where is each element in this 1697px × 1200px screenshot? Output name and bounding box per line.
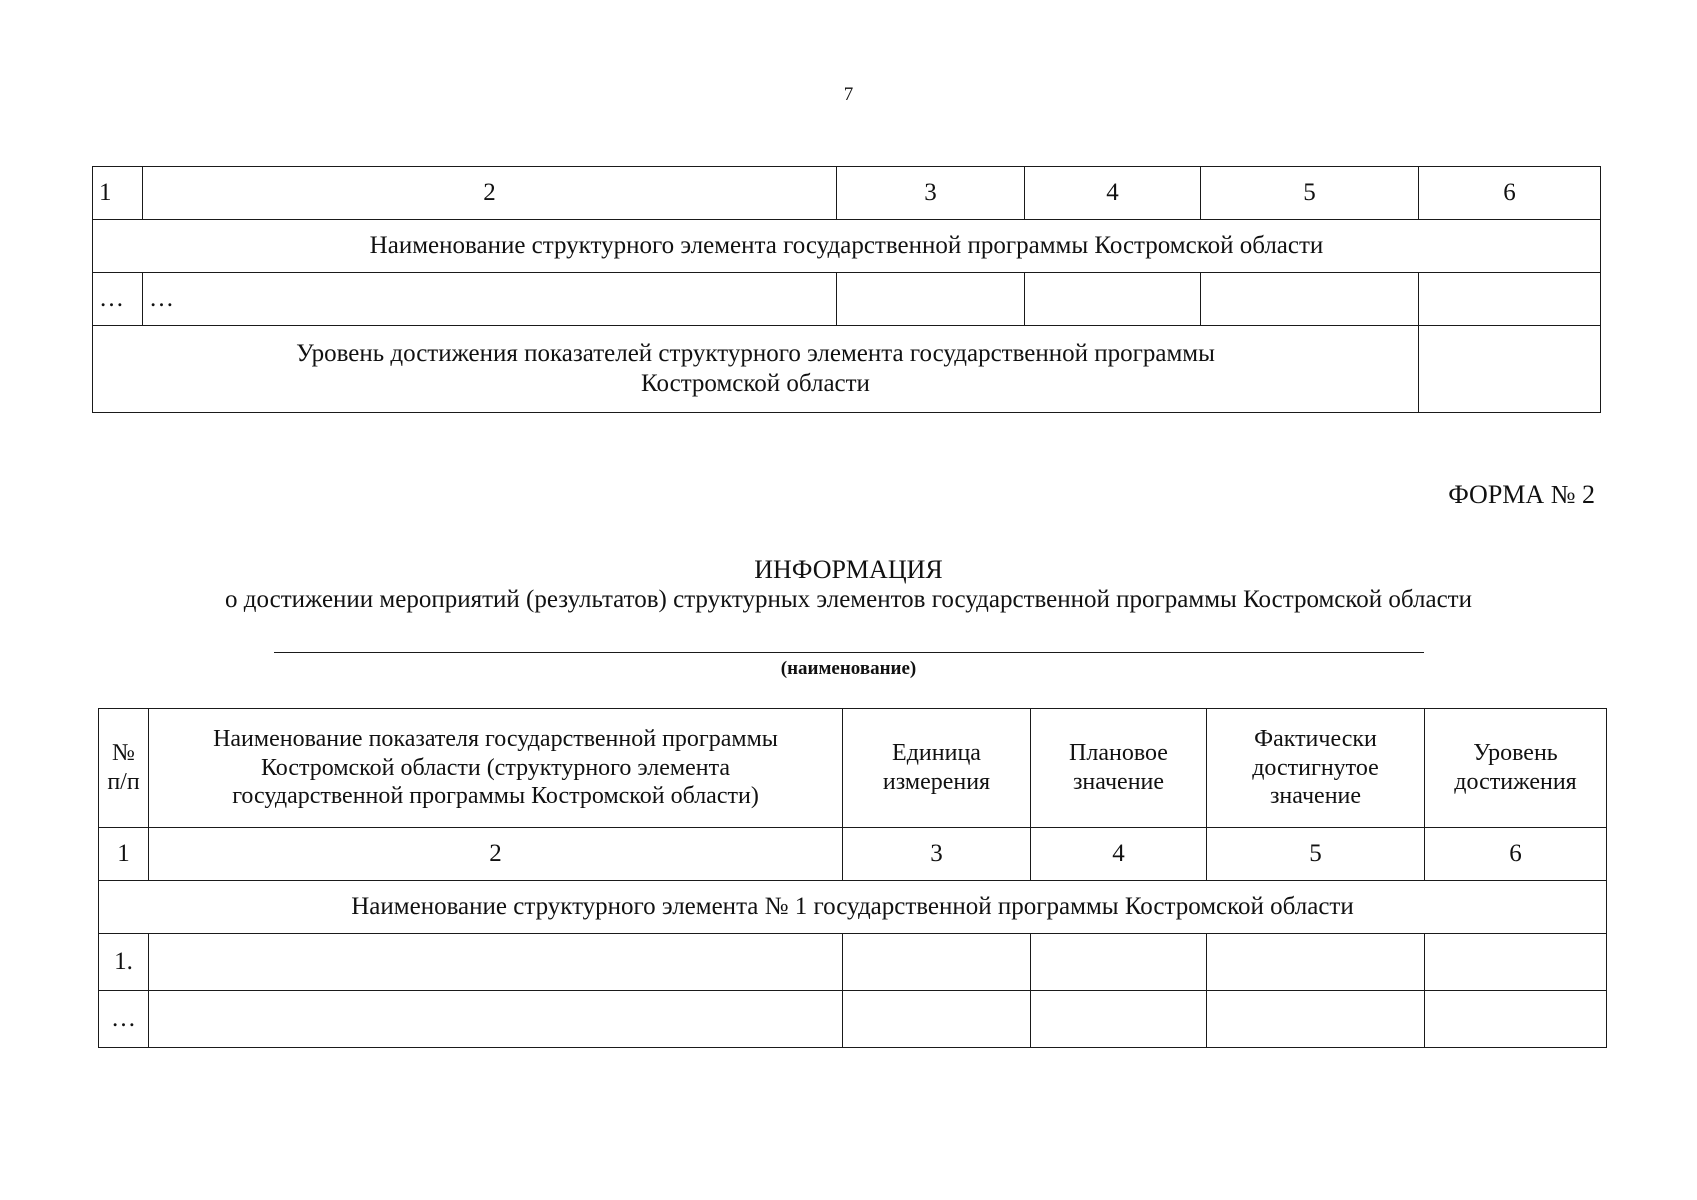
- column-number: 2: [149, 828, 843, 881]
- column-number: 4: [1025, 167, 1201, 220]
- ellipsis-cell: …: [93, 273, 143, 326]
- header-name-line: Костромской области (структурного элемента: [260, 754, 731, 781]
- results-table: [98, 708, 1607, 1048]
- header-indicator-name: [149, 709, 843, 828]
- column-number: 3: [843, 828, 1031, 881]
- header-actual: [1207, 709, 1425, 828]
- column-number: 1: [99, 828, 149, 881]
- header-unit-line: измерения: [882, 769, 991, 795]
- empty-cell: [837, 273, 1025, 326]
- header-level-line: Уровень: [1473, 740, 1558, 767]
- header-name-line: Наименование показателя государственной программы: [213, 725, 778, 752]
- column-number-row: [93, 167, 1601, 220]
- header-num: [99, 709, 149, 828]
- section-row: [93, 220, 1601, 273]
- summary-label: [93, 326, 1419, 413]
- empty-cell: [1425, 934, 1607, 991]
- column-number-row: [99, 828, 1607, 881]
- header-planned: [1031, 709, 1207, 828]
- header-level-line: достижения: [1454, 769, 1577, 795]
- header-fact-line: достигнутое: [1252, 754, 1379, 781]
- column-number: 2: [143, 167, 837, 220]
- ellipsis-row: [93, 273, 1601, 326]
- column-number: 6: [1425, 828, 1607, 881]
- header-name-line: государственной программы Костромской области): [232, 783, 759, 810]
- header-plan-line: значение: [1072, 769, 1165, 795]
- empty-cell: [1031, 991, 1207, 1048]
- column-number: 6: [1419, 167, 1601, 220]
- section-title: Наименование структурного элемента государственной программы Костромской области: [93, 220, 1601, 273]
- column-number: 5: [1207, 828, 1425, 881]
- section-row: [99, 881, 1607, 934]
- table-row: [99, 934, 1607, 991]
- column-number: 3: [837, 167, 1025, 220]
- header-level: [1425, 709, 1607, 828]
- header-row: [99, 709, 1607, 828]
- table-row: [99, 991, 1607, 1048]
- header-unit: [843, 709, 1031, 828]
- empty-cell: [1201, 273, 1419, 326]
- empty-cell: [149, 991, 843, 1048]
- empty-cell: [1025, 273, 1201, 326]
- summary-value-cell: [1419, 326, 1601, 413]
- ellipsis-cell: …: [143, 273, 837, 326]
- summary-row: [93, 326, 1601, 413]
- row-number: …: [99, 991, 149, 1048]
- empty-cell: [1207, 934, 1425, 991]
- empty-cell: [1031, 934, 1207, 991]
- empty-cell: [1425, 991, 1607, 1048]
- header-fact-line: значение: [1269, 783, 1362, 810]
- name-caption: (наименование): [780, 658, 917, 679]
- column-number: 1: [93, 167, 143, 220]
- empty-cell: [149, 934, 843, 991]
- form-label: ФОРМА № 2: [1448, 480, 1595, 509]
- summary-label-line2: Костромской области: [641, 370, 870, 397]
- row-number: 1.: [99, 934, 149, 991]
- header-num-line: п/п: [107, 769, 140, 795]
- empty-cell: [1419, 273, 1601, 326]
- summary-label-line1: Уровень достижения показателей структурного элемента государственной программы: [296, 340, 1215, 367]
- name-fill-line: [274, 652, 1424, 653]
- page-number: 7: [843, 84, 854, 105]
- document-title: ИНФОРМАЦИЯ: [754, 555, 943, 584]
- header-fact-line: Фактически: [1254, 725, 1377, 752]
- empty-cell: [843, 934, 1031, 991]
- header-unit-line: Единица: [892, 740, 981, 767]
- document-subtitle: о достижении мероприятий (результатов) структурных элементов государственной программы Костромской области: [225, 586, 1472, 613]
- header-plan-line: Плановое: [1069, 740, 1168, 767]
- section-title: Наименование структурного элемента № 1 государственной программы Костромской области: [99, 881, 1607, 934]
- empty-cell: [843, 991, 1031, 1048]
- indicators-table-continuation: [92, 166, 1601, 413]
- column-number: 5: [1201, 167, 1419, 220]
- empty-cell: [1207, 991, 1425, 1048]
- column-number: 4: [1031, 828, 1207, 881]
- header-num-line: №: [112, 740, 135, 767]
